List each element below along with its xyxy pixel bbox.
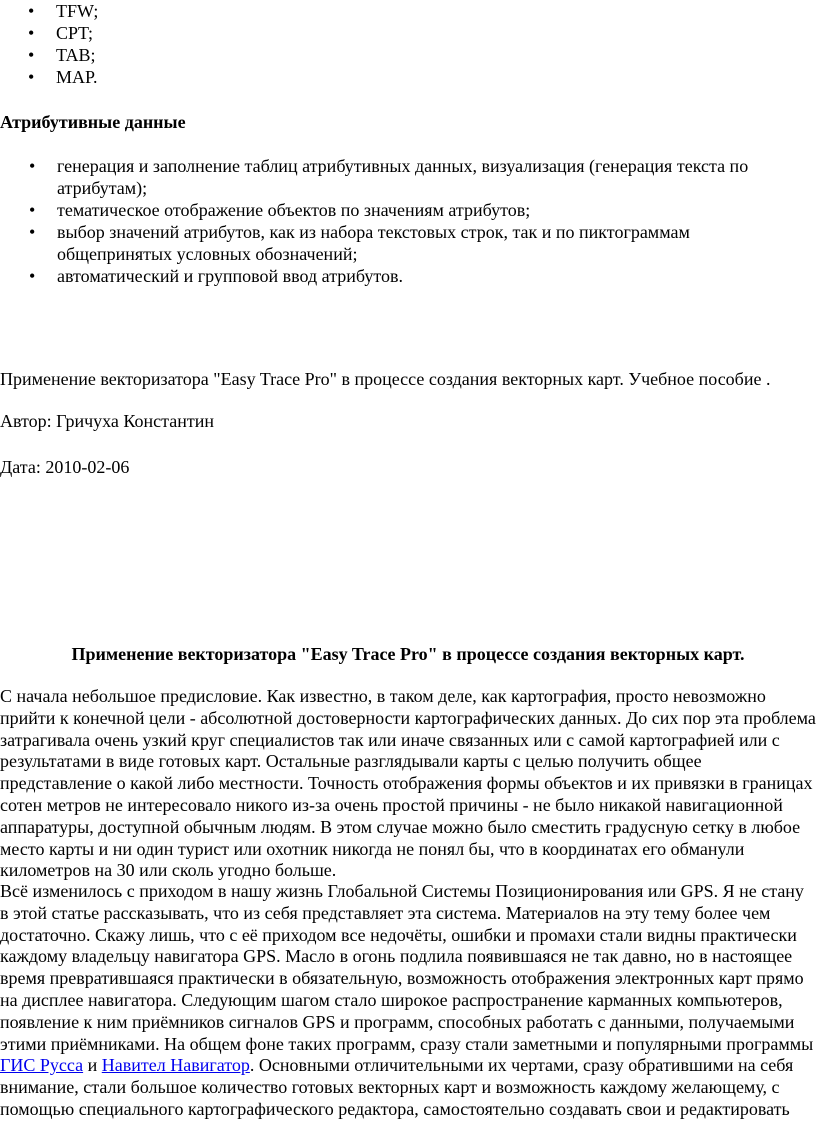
paragraph-text: . Основными отличительными их чертами, сразу обратившими на себя внимание, стали большое количество готовых векторных карт и возможность каждому желающему, с помощью специального картографического редактора, самостоятельно создавать свои и редактировать xyxy=(0,1055,794,1119)
article-title: Применение векторизатора "Easy Trace Pro" в процессе создания векторных карт. xyxy=(71,644,745,664)
gis-russa-link[interactable]: ГИС Русса xyxy=(0,1055,84,1076)
list-item: • CPT; xyxy=(56,22,796,44)
list-item: • тематическое отображение объектов по значениям атрибутов; xyxy=(57,199,797,221)
list-item: • TFW; xyxy=(56,0,796,22)
paragraph-text: Всё изменилось с приходом в нашу жизнь Глобальной Системы Позиционирования или GPS. Я не стану в этой статье рассказывать, что из себя представляет эта система. Материалов на эту тему более чем достаточно. Скажу лишь, что с её приходом все недочёты, ошибки и промахи стали видны практически каждому владельцу навигатора GPS. Масло в огонь подлила появившаяся не так давно, но в настоящее время превратившаяся практически в обязательную, возможность отображения электронных карт прямо на дисплее навигатора. Следующим шагом стало широкое распространение карманных компьютеров, появление к ним приёмников сигналов GPS и программ, способных работать с данными, получаемыми этими приёмниками. На общем фоне таких программ, сразу стали заметными и популярными программы xyxy=(0,881,814,1054)
list-item: • выбор значений атрибутов, как из набора текстовых строк, так и по пиктограммам общепринятых условных обозначений; xyxy=(57,221,797,265)
list-item: • MAP. xyxy=(56,66,796,88)
list-item: • TAB; xyxy=(56,44,796,66)
attribute-list xyxy=(57,155,797,287)
section-heading: Атрибутивные данные xyxy=(0,112,186,132)
paragraph-intro: С начала небольшое предисловие. Как известно, в таком деле, как картография, просто невозможно прийти к конечной цели - абсолютной достоверности картографических данных. До сих пор эта проблема затрагивала очень узкий круг специалистов так или иначе связанных или с самой картографией или с результатами в виде готовых карт. Остальные разглядывали карты с целью получить общее представление о какой либо местности. Точность отображения формы объектов и их привязки в границах сотен метров не интересовало никого из-за очень простой причины - не было никакой навигационной аппаратуры, доступной обычным людям. В этом случае можно было сместить градусную сетку в любое место карты и ни один турист или охотник никогда не понял бы, что в координатах его обманули километров на 30 или сколь угодно больше. xyxy=(0,686,816,881)
list-item: • генерация и заполнение таблиц атрибутивных данных, визуализация (генерация текста по атрибутам); xyxy=(57,155,797,199)
paragraph-gps xyxy=(0,881,816,1121)
format-list xyxy=(56,0,796,88)
list-item: • автоматический и групповой ввод атрибутов. xyxy=(57,265,797,287)
conjunction-text: и xyxy=(83,1055,102,1076)
date-line: Дата: 2010-02-06 xyxy=(0,457,130,477)
document-title-line: Применение векторизатора "Easy Trace Pro" в процессе создания векторных карт. Учебное пособие . xyxy=(0,369,771,389)
author-line: Автор: Гричуха Константин xyxy=(0,411,214,431)
navitel-navigator-link[interactable]: Навител Навигатор xyxy=(101,1055,250,1076)
